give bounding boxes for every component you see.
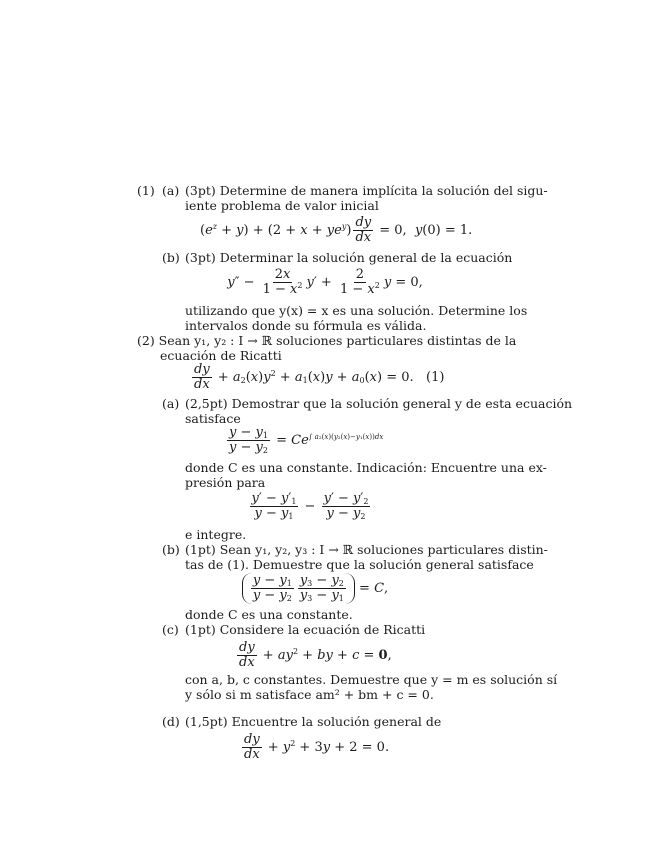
problem-1b-text-1: (3pt) Determinar la solución general de la ecuación (185, 250, 513, 265)
problem-2b-equation: $\frac{y - y_1}{y - y_2}$ $\frac{y_3 - y_2}{y_3 - y_1}$ = C, (235, 573, 395, 604)
problem-1-number: (1) (137, 183, 155, 198)
problem-2a-text-1: (2,5pt) Demostrar que la solución general y de esta ecuación (185, 396, 573, 411)
problem-2c-equation: $\frac{dy}{dx}$ + $ay^2$ + by + c = 0, (239, 640, 392, 670)
problem-1a-equation: $(e^z + y) + (2 + x + ye^y)$ $\frac{dy}{dx}$ = 0, y(0) = 1. (200, 215, 473, 245)
problem-2a-equation: $\frac{y - y_1}{y - y_2}$ = $Ce^{\int a_2(x)(y_2(x)-y_1(x))dx}$ (229, 425, 384, 455)
problem-2a-text-2: satisface (185, 411, 241, 426)
problem-1a-text-1: (3pt) Determine de manera implícita la solución del sigu- (185, 183, 548, 198)
problem-2a-text-3: donde C es una constante. Indicación: Encuentre una ex- (185, 460, 547, 475)
problem-1a-text-2: iente problema de valor inicial (185, 198, 379, 213)
problem-2a-text-5: e integre. (185, 527, 247, 542)
problem-2d-equation: $\frac{dy}{dx}$ + $y^2 + 3y + 2 = 0$. (244, 732, 390, 762)
problem-2a-expression: $\frac{y' - y'_1}{y - y_1}$ − $\frac{y' - y'_2}{y - y_2}$ (251, 491, 369, 521)
problem-1b-text-3: intervalos donde su fórmula es válida. (185, 318, 427, 333)
problem-2a-label: (a) (162, 396, 180, 411)
problem-2c-text-3: y sólo si m satisface am² + bm + c = 0. (185, 687, 434, 702)
problem-1b-label: (b) (162, 250, 180, 265)
problem-2-ricatti-equation: $\frac{dy}{dx}$ + $a_2(x)y^2 + a_1(x)y + a_0(x) = 0$. (1) (194, 362, 445, 392)
problem-2c-text-2: con a, b, c constantes. Demuestre que y = m es solución sí (185, 672, 558, 687)
problem-1b-text-2: utilizando que y(x) = x es una solución. Determine los (185, 303, 528, 318)
problem-2b-label: (b) (162, 542, 180, 557)
problem-2c-text-1: (1pt) Considere la ecuación de Ricatti (185, 622, 426, 637)
problem-1a-label: (a) (162, 183, 180, 198)
problem-1b-equation: y″ − $\frac{2x}{1 - x^2}$ y′ + $\frac{2}{1 - x^2}$ y = 0, (227, 267, 423, 297)
problem-2-intro-1: (2) Sean y₁, y₂ : I → ℝ soluciones particulares distintas de la (137, 333, 517, 348)
problem-2-intro-2: ecuación de Ricatti (160, 348, 282, 363)
problem-2d-text-1: (1,5pt) Encuentre la solución general de (185, 714, 442, 729)
problem-2b-text-1: (1pt) Sean y₁, y₂, y₃ : I → ℝ soluciones particulares distin- (185, 542, 548, 557)
problem-2b-text-3: donde C es una constante. (185, 607, 353, 622)
problem-2c-label: (c) (162, 622, 179, 637)
problem-2b-text-2: tas de (1). Demuestre que la solución general satisface (185, 557, 534, 572)
problem-2a-text-4: presión para (185, 475, 266, 490)
problem-2d-label: (d) (162, 714, 180, 729)
